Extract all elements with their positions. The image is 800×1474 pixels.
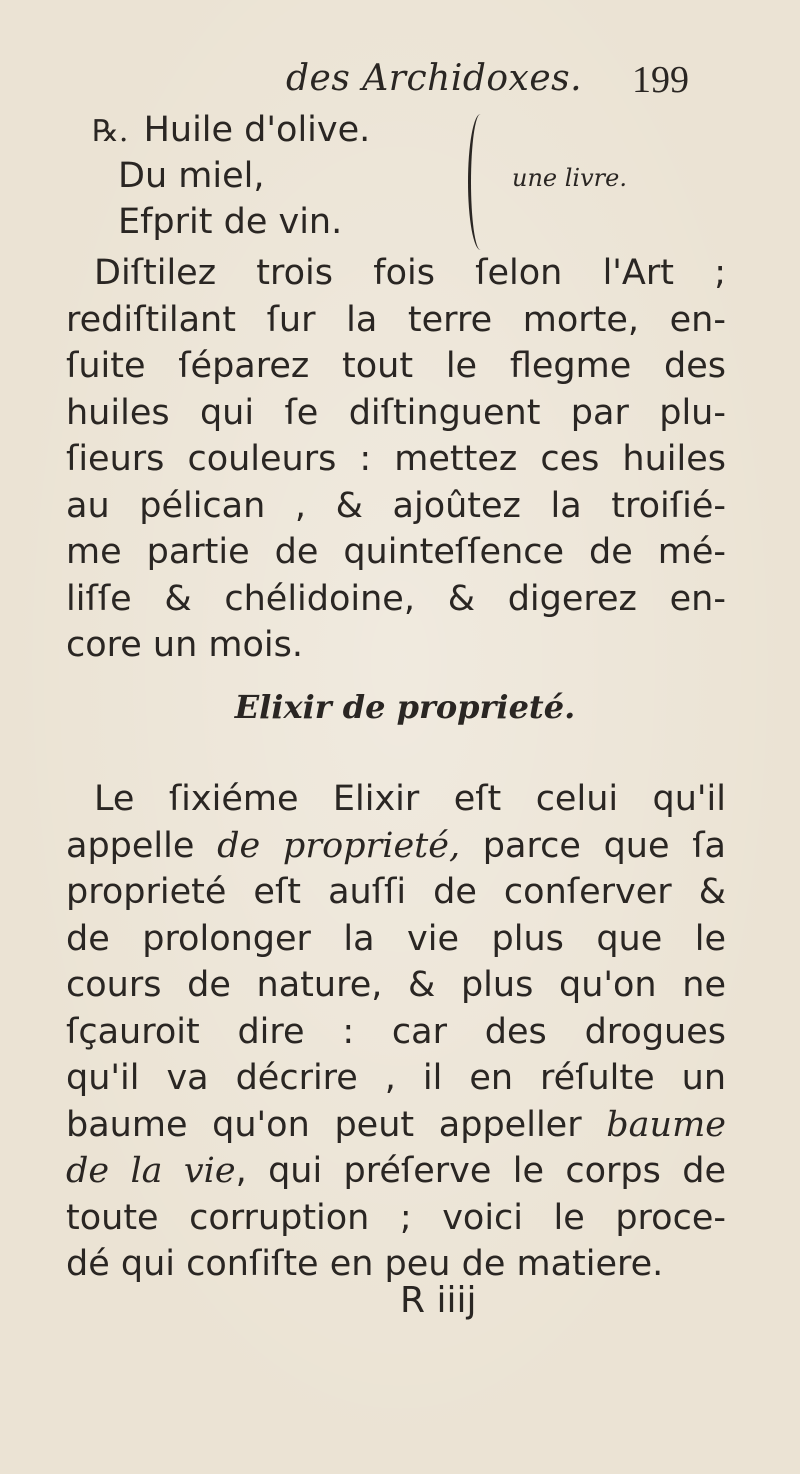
text-line — [66, 1102, 726, 1149]
text-line: core un mois. — [66, 625, 304, 665]
quantity-note: une livre. — [512, 164, 627, 192]
ingredient-honey: Du miel, — [118, 156, 265, 196]
recipe-block — [0, 110, 800, 250]
text-segment: , qui préſerve le corps de — [235, 1151, 726, 1191]
signature-mark: R iiij — [400, 1280, 477, 1321]
text-line: me partie de quinteſſence de mé- — [66, 532, 726, 572]
text-line: de prolonger la vie plus que le — [66, 918, 726, 959]
paragraph-elixir — [66, 776, 726, 1288]
recipe-symbol: ℞. — [92, 114, 129, 149]
italic-term: baume — [606, 1104, 726, 1145]
text-line: toute corruption ; voici le proce- — [66, 1197, 726, 1238]
text-line: Diſtilez trois fois ſelon l'Art ; — [94, 253, 726, 293]
text-line: qu'il va décrire , il en réſulte un — [66, 1058, 726, 1098]
section-title: Elixir de proprieté. — [234, 688, 576, 726]
text-line: ſçauroit dire : car des drogues — [66, 1011, 726, 1052]
text-line: liſſe & chélidoine, & digerez en- — [66, 578, 726, 619]
text-line: Le ſixiéme Elixir eſt celui qu'il — [94, 779, 726, 819]
paragraph-distillation — [66, 250, 726, 669]
text-line — [66, 823, 726, 870]
ingredient-label: Huile d'olive. — [143, 110, 371, 150]
text-line: ſuite ſéparez tout le flegme des — [66, 346, 726, 386]
text-line: proprieté eſt auſſi de conſerver & — [66, 872, 726, 912]
page-header — [0, 58, 800, 108]
text-line: dé qui conſiſte en peu de matiere. — [66, 1244, 664, 1284]
ingredient-spirit-of-wine: Efprit de vin. — [118, 202, 343, 242]
text-line — [66, 1148, 726, 1195]
text-line: au pélican , & ajoûtez la troiſié- — [66, 485, 726, 526]
text-segment: appelle — [66, 825, 218, 866]
italic-term: de la vie — [66, 1151, 236, 1191]
ingredient-olive-oil — [92, 110, 370, 150]
italic-term: de proprieté, — [217, 825, 461, 866]
text-line: rediſtilant ſur la terre morte, en- — [66, 299, 726, 340]
text-line: huiles qui ſe diſtinguent par plu- — [66, 392, 726, 433]
brace-bracket — [468, 114, 493, 250]
text-line: ſieurs couleurs : mettez ces huiles — [66, 439, 726, 479]
page-number: 199 — [632, 59, 689, 101]
running-head: des Archidoxes. — [286, 58, 583, 99]
text-segment: parce que ſa — [460, 825, 726, 866]
text-segment: baume qu'on peut appeller — [66, 1104, 607, 1145]
text-line: cours de nature, & plus qu'on ne — [66, 965, 726, 1005]
